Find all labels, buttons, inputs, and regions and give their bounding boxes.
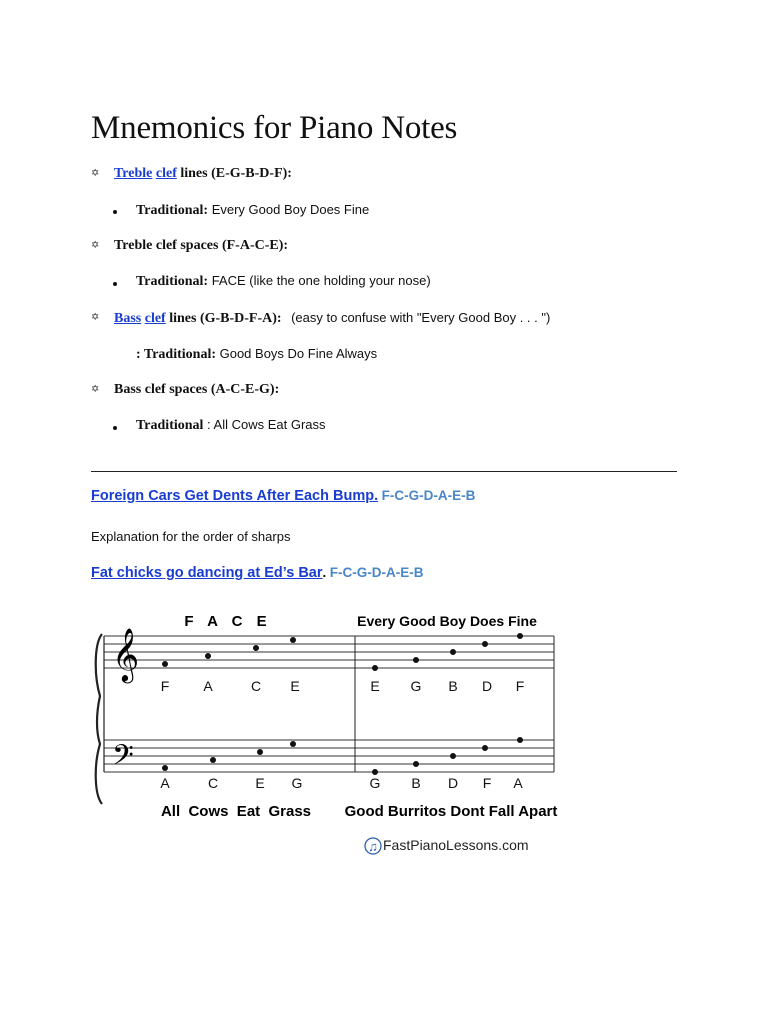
note-head xyxy=(162,661,168,667)
sharps-mnemonic-link-1[interactable]: Foreign Cars Get Dents After Each Bump. xyxy=(91,488,379,504)
item-label: Traditional: xyxy=(136,274,209,289)
list-item xyxy=(136,273,431,290)
grand-staff-figure xyxy=(90,604,570,866)
section-heading-note: (easy to confuse with "Every Good Boy . . . ") xyxy=(291,310,551,325)
note-head xyxy=(450,649,456,655)
note-head xyxy=(290,637,296,643)
horizontal-rule xyxy=(91,471,677,472)
item-label: Traditional: xyxy=(136,203,209,218)
item-label: Traditional: xyxy=(143,347,216,362)
item-text: Good Boys Do Fine Always xyxy=(216,346,378,361)
sharps-mnemonic-row-2 xyxy=(91,565,424,582)
note-head xyxy=(253,645,259,651)
note-label: D xyxy=(481,678,493,694)
bullet-dot-icon xyxy=(113,426,117,430)
item-label: Traditional xyxy=(136,418,204,433)
note-label: E xyxy=(255,775,265,791)
treble-clef-icon: 𝄞 xyxy=(112,628,140,680)
list-item xyxy=(136,417,326,434)
note-head xyxy=(290,741,296,747)
note-head xyxy=(162,765,168,771)
note-head xyxy=(482,745,488,751)
section-heading-text: lines (E-G-B-D-F): xyxy=(176,166,292,181)
note-label: F xyxy=(482,775,492,791)
section-heading-treble-spaces: Treble clef spaces (F-A-C-E): xyxy=(114,238,289,253)
bass-clef-icon: 𝄢 xyxy=(112,740,134,778)
note-head xyxy=(482,641,488,647)
note-label: G xyxy=(369,775,381,791)
note-label: F xyxy=(515,678,525,694)
bass-link[interactable]: Bass xyxy=(114,311,142,326)
item-text: FACE (like the one holding your nose) xyxy=(208,273,431,288)
note-head xyxy=(257,749,263,755)
sharps-mnemonic-row-1 xyxy=(91,488,475,505)
page-title: Mnemonics for Piano Notes xyxy=(91,110,458,146)
item-text: : All Cows Eat Grass xyxy=(203,417,326,432)
note-label: E xyxy=(290,678,300,694)
section-heading-text: lines (G-B-D-F-A): xyxy=(165,311,282,326)
section-heading-bass-lines xyxy=(114,310,550,327)
clef-link[interactable]: clef xyxy=(155,166,177,181)
note-head xyxy=(517,633,523,639)
bullet-star-icon: ✡ xyxy=(91,312,100,323)
section-heading-treble-lines xyxy=(114,166,292,182)
note-head xyxy=(205,653,211,659)
sharps-sequence-1: F-C-G-D-A-E-B xyxy=(381,488,476,503)
sharps-mnemonic-link-2[interactable]: Fat chicks go dancing at Ed’s Bar xyxy=(91,565,323,581)
note-label: D xyxy=(447,775,459,791)
item-text: Every Good Boy Does Fine xyxy=(208,202,370,217)
music-note-icon xyxy=(365,838,381,854)
treble-staff-lines xyxy=(104,636,554,668)
note-head xyxy=(413,761,419,767)
figure-title-left: F A C E xyxy=(184,613,272,630)
brand-text: FastPianoLessons.com xyxy=(383,837,529,853)
figure-caption-left: All Cows Eat Grass xyxy=(160,803,312,820)
clef-link[interactable]: clef xyxy=(144,311,166,326)
note-label: E xyxy=(370,678,380,694)
grand-staff-brace xyxy=(96,634,102,804)
note-head xyxy=(450,753,456,759)
note-head xyxy=(210,757,216,763)
note-head xyxy=(413,657,419,663)
note-label: C xyxy=(250,678,262,694)
bullet-star-icon: ✡ xyxy=(91,168,100,179)
note-label: A xyxy=(160,775,170,791)
svg-text:♫: ♫ xyxy=(368,839,378,854)
figure-title-right: Every Good Boy Does Fine xyxy=(357,613,537,629)
note-label: B xyxy=(411,775,421,791)
item-prefix: : xyxy=(136,347,144,362)
treble-link[interactable]: Treble xyxy=(114,166,153,181)
note-label: C xyxy=(207,775,219,791)
note-label: F xyxy=(160,678,170,694)
note-label: A xyxy=(203,678,213,694)
note-label: B xyxy=(448,678,458,694)
bass-staff-lines xyxy=(104,740,554,772)
sharps-sequence-2: F-C-G-D-A-E-B xyxy=(329,565,424,580)
note-head xyxy=(517,737,523,743)
note-label: G xyxy=(410,678,422,694)
note-head xyxy=(372,665,378,671)
list-item xyxy=(136,346,377,363)
figure-caption-right: Good Burritos Dont Fall Apart xyxy=(344,803,558,820)
bullet-star-icon: ✡ xyxy=(91,240,100,251)
section-heading-bass-spaces: Bass clef spaces (A-C-E-G): xyxy=(114,382,280,397)
bullet-star-icon: ✡ xyxy=(91,384,100,395)
list-item xyxy=(136,202,369,219)
sharps-explanation: Explanation for the order of sharps xyxy=(91,529,291,544)
sharps-separator: . xyxy=(322,565,327,580)
note-label: G xyxy=(291,775,303,791)
bullet-dot-icon xyxy=(113,282,117,286)
note-label: A xyxy=(513,775,523,791)
bullet-dot-icon xyxy=(113,210,117,214)
